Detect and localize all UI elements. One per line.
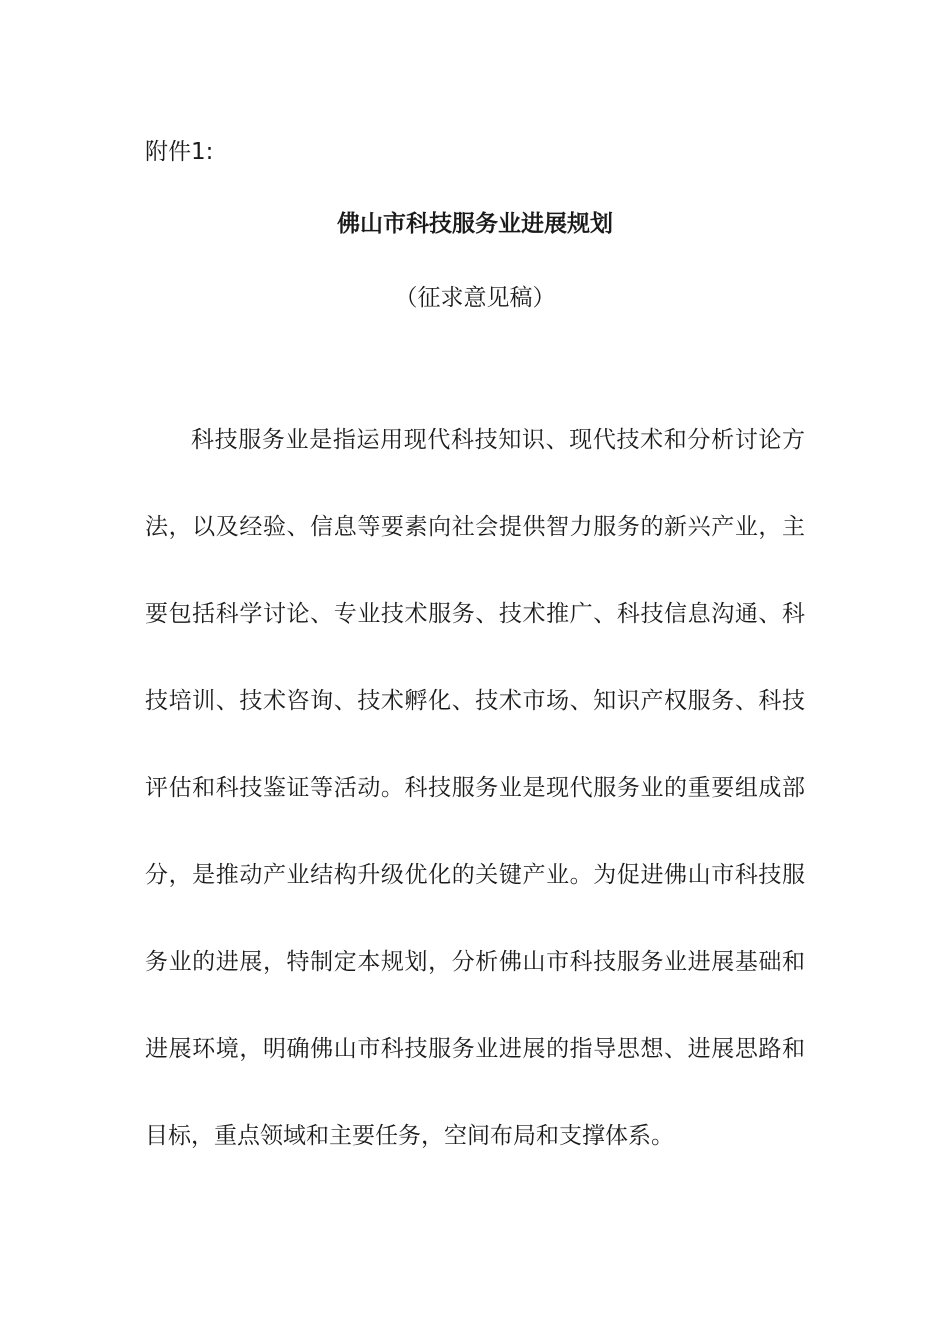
paragraph-line: 要包括科学讨论、专业技术服务、技术推广、科技信息沟通、科 (145, 601, 805, 627)
document-subtitle: （征求意见稿） (394, 285, 556, 311)
paragraph-line: 进展环境，明确佛山市科技服务业进展的指导思想、进展思路和 (145, 1036, 805, 1062)
paragraph-line: 技培训、技术咨询、技术孵化、技术市场、知识产权服务、科技 (145, 688, 805, 714)
paragraph-line: 务业的进展，特制定本规划，分析佛山市科技服务业进展基础和 (145, 949, 805, 975)
document-title: 佛山市科技服务业进展规划 (337, 211, 613, 237)
paragraph-line: 法，以及经验、信息等要素向社会提供智力服务的新兴产业，主 (145, 514, 805, 540)
paragraph-line: 评估和科技鉴证等活动。科技服务业是现代服务业的重要组成部 (145, 775, 805, 801)
attachment-label: 附件1: (145, 139, 214, 165)
paragraph-line: 分，是推动产业结构升级优化的关键产业。为促进佛山市科技服 (145, 862, 805, 888)
paragraph-line: 目标，重点领域和主要任务，空间布局和支撑体系。 (145, 1123, 674, 1149)
paragraph-line: 科技服务业是指运用现代科技知识、现代技术和分析讨论方 (191, 427, 805, 453)
